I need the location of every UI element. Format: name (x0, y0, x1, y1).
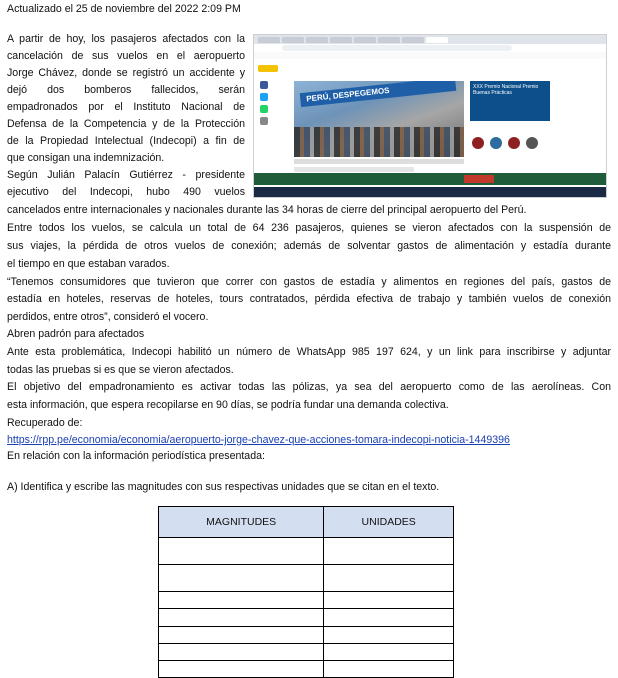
magnitude-cell[interactable] (159, 565, 324, 592)
live-button (464, 175, 494, 183)
text-line: cancelación de sus vuelos en el aeropuerto (7, 50, 245, 62)
table-row (159, 609, 454, 626)
text-line: A partir de hoy, los pasajeros afectados con la (7, 33, 245, 45)
page-footer-bar (254, 173, 606, 185)
source-link[interactable]: https://rpp.pe/economia/economia/aeropuerto-jorge-chavez-que-acciones-tomara-indecopi-noticia-1449396 (7, 434, 510, 446)
text-line: Según Julián Palacín Gutiérrez - presidente (7, 169, 245, 181)
text-line: de la Propiedad Intelectual (Indecopi) a fin de (7, 135, 245, 147)
text-line: esta información, que espera recopilarse en 90 días, se podría fundar una demanda colectiva. (7, 399, 449, 411)
unit-cell[interactable] (324, 592, 454, 609)
news-hero-photo (294, 81, 464, 157)
table-row (159, 592, 454, 609)
magnitudes-table (158, 506, 454, 678)
os-taskbar (254, 187, 606, 197)
side-thumbnails (470, 125, 550, 165)
text-line: Defensa de la Competencia y de la Protección (7, 118, 245, 130)
subheading: Abren padrón para afectados (7, 328, 145, 340)
magnitude-cell[interactable] (159, 538, 324, 565)
text-line: que consigan una indemnización. (7, 152, 165, 164)
text-line: cancelados entre internacionales y nacionales durante las 34 horas de cierre del principal aeropuerto del Perú. (7, 204, 527, 216)
text-line: perdidos, entre otros”, consideró el vocero. (7, 311, 209, 323)
question-a: A) Identifica y escribe las magnitudes con sus respectivas unidades que se citan en el texto. (7, 481, 440, 493)
site-logo (258, 65, 278, 72)
unit-cell[interactable] (324, 643, 454, 660)
airport-banner: PERÚ, DESPEGEMOS (300, 81, 457, 107)
unit-cell[interactable] (324, 538, 454, 565)
relation-text: En relación con la información periodística presentada: (7, 450, 265, 462)
text-line: el tiempo en que estaban varados. (7, 258, 170, 270)
unit-cell[interactable] (324, 626, 454, 643)
text-line: sus viajes, la pérdida de otros vuelos de conexión; además de solventar gastos de alimentación y estadía durante (7, 240, 611, 252)
table-row (159, 538, 454, 565)
text-line: dejó dos bomberos fallecidos, serán (7, 84, 245, 96)
social-share-icons (260, 81, 270, 141)
table-row (159, 643, 454, 660)
unit-cell[interactable] (324, 609, 454, 626)
magnitude-cell[interactable] (159, 643, 324, 660)
text-line: empadronados por el Instituto Nacional de (7, 101, 245, 113)
updated-timestamp: Actualizado el 25 de noviembre del 2022 2:09 PM (7, 3, 241, 15)
source-label: Recuperado de: (7, 417, 83, 429)
unit-cell[interactable] (324, 661, 454, 678)
text-line: estadía en hoteles, reservas de hoteles, tours contratados, pérdida efectiva de trabajo y también vuelos de conexión (7, 293, 611, 305)
table-row (159, 565, 454, 592)
magnitude-cell[interactable] (159, 626, 324, 643)
text-line: Entre todos los vuelos, se calcula un total de 64 236 pasajeros, quienes se vieron afectados con la suspensión de (7, 222, 611, 234)
header-magnitudes: MAGNITUDES (159, 507, 324, 538)
text-line: ejecutivo del Indecopi, hubo 490 vuelos (7, 186, 245, 198)
browser-tab-strip (254, 35, 606, 44)
news-site-page (254, 59, 606, 187)
text-line: “Tenemos consumidores que tuvieron que correr con gastos de estadía y alimentos en regiones del país, gastos de (7, 276, 611, 288)
text-line: El objetivo del empadronamiento es activar todas las pólizas, ya sea del aeropuerto como de las aerolíneas. Con (7, 381, 611, 393)
text-line: Ante esta problemática, Indecopi habilitó un número de WhatsApp 985 197 624, y un link para inscribirse y adjuntar (7, 346, 611, 358)
table-row (159, 661, 454, 678)
unit-cell[interactable] (324, 565, 454, 592)
magnitude-cell[interactable] (159, 661, 324, 678)
text-line: todas las pruebas si es que se vieron afectados. (7, 364, 234, 376)
side-advertisement: XXX Premio Nacional Premio Buenas Prácticas (470, 81, 550, 121)
magnitude-cell[interactable] (159, 609, 324, 626)
table-row (159, 626, 454, 643)
text-line: Jorge Chávez, donde se registró un accidente y (7, 67, 245, 79)
news-screenshot-image (253, 34, 607, 198)
magnitude-cell[interactable] (159, 592, 324, 609)
header-unidades: UNIDADES (324, 507, 454, 538)
